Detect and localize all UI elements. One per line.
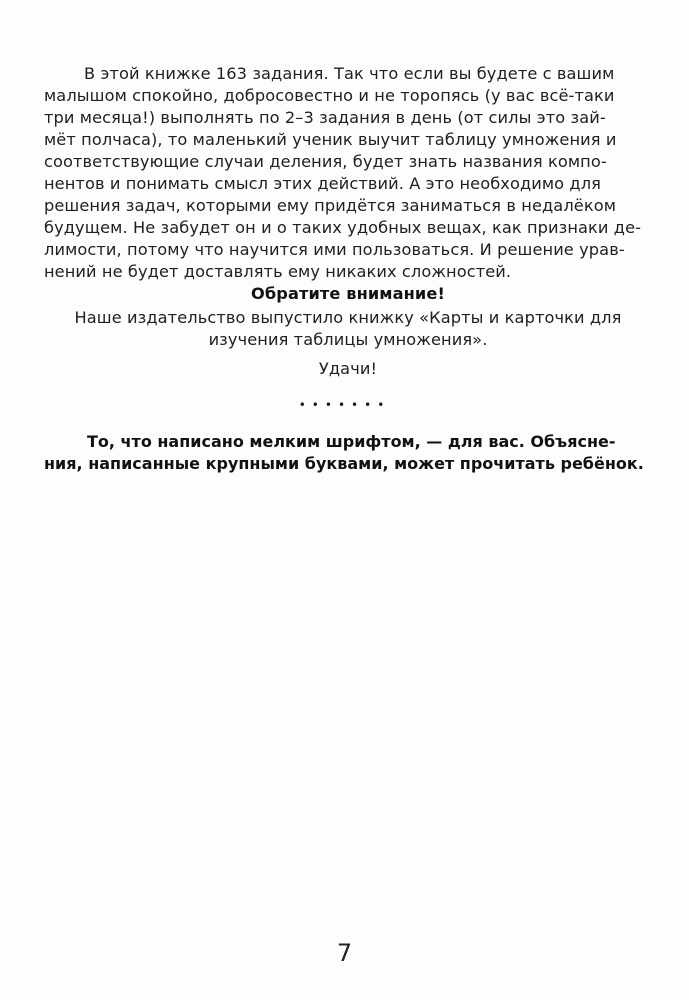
intro-line-5: соответствующие случаи деления, будет знать названия компо-: [44, 152, 607, 171]
attention-line-1: Наше издательство выпустило книжку «Карты и карточки для: [74, 308, 622, 327]
note-line-1: То, что написано мелким шрифтом, — для вас. Объясне-: [87, 432, 616, 451]
intro-line-9: лимости, потому что научится ими пользоваться. И решение урав-: [44, 240, 625, 259]
page-number: 7: [336, 939, 353, 967]
dot-separator: •••••••: [298, 398, 391, 412]
attention-line-2: изучения таблицы умножения».: [208, 330, 488, 349]
intro-line-3: три месяца!) выполнять по 2–3 задания в день (от силы это зай-: [44, 108, 606, 127]
intro-line-4: мёт полчаса), то маленький ученик выучит таблицу умножения и: [44, 130, 617, 149]
intro-line-6: нентов и понимать смысл этих действий. А это необходимо для: [44, 174, 602, 193]
intro-line-10: нений не будет доставлять ему никаких сложностей.: [44, 262, 512, 281]
intro-line-8: будущем. Не забудет он и о таких удобных вещах, как признаки де-: [44, 218, 642, 237]
note-line-2: ния, написанные крупными буквами, может прочитать ребёнок.: [44, 454, 644, 473]
wish-text: Удачи!: [318, 359, 378, 378]
intro-line-7: решения задач, которыми ему придётся заниматься в недалёком: [44, 196, 617, 215]
intro-line-2: малышом спокойно, добросовестно и не торопясь (у вас всё-таки: [44, 86, 615, 105]
attention-heading: Обратите внимание!: [251, 284, 445, 303]
intro-line-1: В этой книжке 163 задания. Так что если вы будете с вашим: [84, 64, 615, 83]
